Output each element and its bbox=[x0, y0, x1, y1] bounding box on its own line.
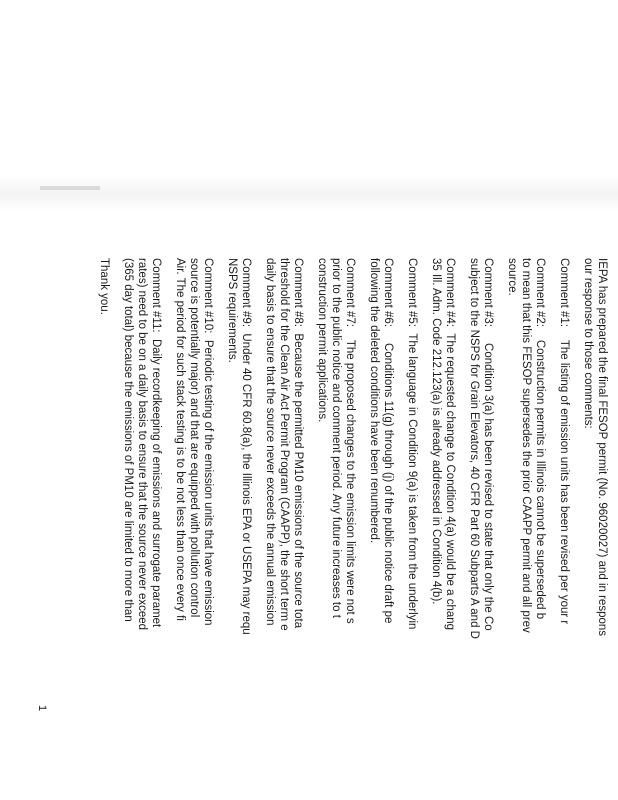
comment-text: 35 Ill. Adm. Code 212.123(a) is already addressed in Condition 4(b). bbox=[430, 258, 442, 605]
comment-8 bbox=[263, 258, 305, 800]
comment-text: source. bbox=[506, 258, 518, 296]
comment-label: Comment #4: bbox=[444, 258, 456, 328]
comment-label: Comment #7: bbox=[344, 258, 356, 328]
comment-text: prior to the public notice and comment period. Any future increases to t bbox=[330, 258, 342, 618]
comment-label: Comment #10: bbox=[202, 258, 214, 334]
comment-text: The proposed changes to the emission limits were not s bbox=[344, 339, 356, 624]
comment-text: construction permit applications. bbox=[316, 258, 328, 423]
comment-label: Comment #2: bbox=[534, 258, 546, 328]
comment-text: rates) need to be on a daily basis to ensure that the source never exceed bbox=[136, 258, 148, 631]
comment-text: Conditions 11(g) through (j) of the public notice draft pe bbox=[382, 343, 394, 624]
letter-content bbox=[97, 258, 609, 800]
comment-label: Comment #3: bbox=[482, 258, 494, 328]
comment-text: (365 day total) because the emissions of PM10 are limited to more than bbox=[122, 258, 134, 622]
comment-5 bbox=[405, 258, 419, 800]
comment-label: Comment #6: bbox=[382, 258, 394, 328]
comment-3 bbox=[467, 258, 495, 800]
comment-11 bbox=[121, 258, 163, 800]
comment-label: Comment #9: bbox=[240, 258, 252, 328]
comment-label: Comment #1: bbox=[558, 258, 570, 328]
comment-label: Comment #11: bbox=[150, 258, 162, 333]
closing-line: Thank you. bbox=[98, 258, 110, 315]
comment-text: Condition 3(a) has been revised to state that only the Co bbox=[482, 343, 494, 631]
comment-text: The language in Condition 9(a) is taken from the underlyin bbox=[406, 333, 418, 630]
comment-2 bbox=[505, 258, 547, 800]
comment-text: following the deleted conditions have been renumbered. bbox=[368, 258, 380, 544]
comment-text: The requested change to Condition 4(a) would be a chang bbox=[444, 333, 456, 631]
comment-text: The listing of emission units has been revised per your r bbox=[558, 339, 570, 625]
intro-line: our response to those comments: bbox=[582, 258, 594, 429]
comment-label: Comment #8: bbox=[292, 258, 304, 328]
comment-text: to mean that this FESOP supersedes the prior CAAPP permit and all prev bbox=[520, 258, 532, 633]
comment-7 bbox=[315, 258, 357, 800]
comment-text: source is potentially major) and that are equipped with pollution control bbox=[188, 258, 200, 618]
comment-text: NSPS requirements. bbox=[226, 258, 238, 363]
comment-text: Air. The period for such stack testing is to be not less than once every fi bbox=[174, 258, 186, 621]
comment-text: Under 40 CFR 60.8(a), the Illinois EPA or USEPA may requ bbox=[240, 333, 252, 635]
comment-text: Because the permitted PM10 emissions of the source tota bbox=[292, 333, 304, 629]
comment-label: Comment #5: bbox=[406, 258, 418, 328]
comment-6 bbox=[367, 258, 395, 800]
comment-text: Periodic testing of the emission units that have emission bbox=[202, 339, 214, 626]
comment-9 bbox=[225, 258, 253, 800]
comment-1 bbox=[557, 258, 571, 800]
comment-4 bbox=[429, 258, 457, 800]
comment-text: threshold for the Clean Air Act Permit Program (CAAPP), the short term e bbox=[278, 258, 290, 631]
comment-text: Daily recordkeeping of emissions and surrogate paramet bbox=[150, 338, 162, 628]
comment-10 bbox=[173, 258, 215, 800]
comment-text: daily basis to ensure that the source never exceeds the annual emission bbox=[264, 258, 276, 626]
intro-line: IEPA has prepared the final FESOP permit (No. 96020027) and in respons bbox=[596, 258, 608, 637]
comment-text: subject to the NSPS for Grain Elevators, 40 CFR Part 60 Subparts A and D bbox=[468, 258, 480, 639]
page-number: 1 bbox=[36, 705, 48, 712]
comment-text: Construction permits in Illinois cannot be superseded b bbox=[534, 339, 546, 620]
